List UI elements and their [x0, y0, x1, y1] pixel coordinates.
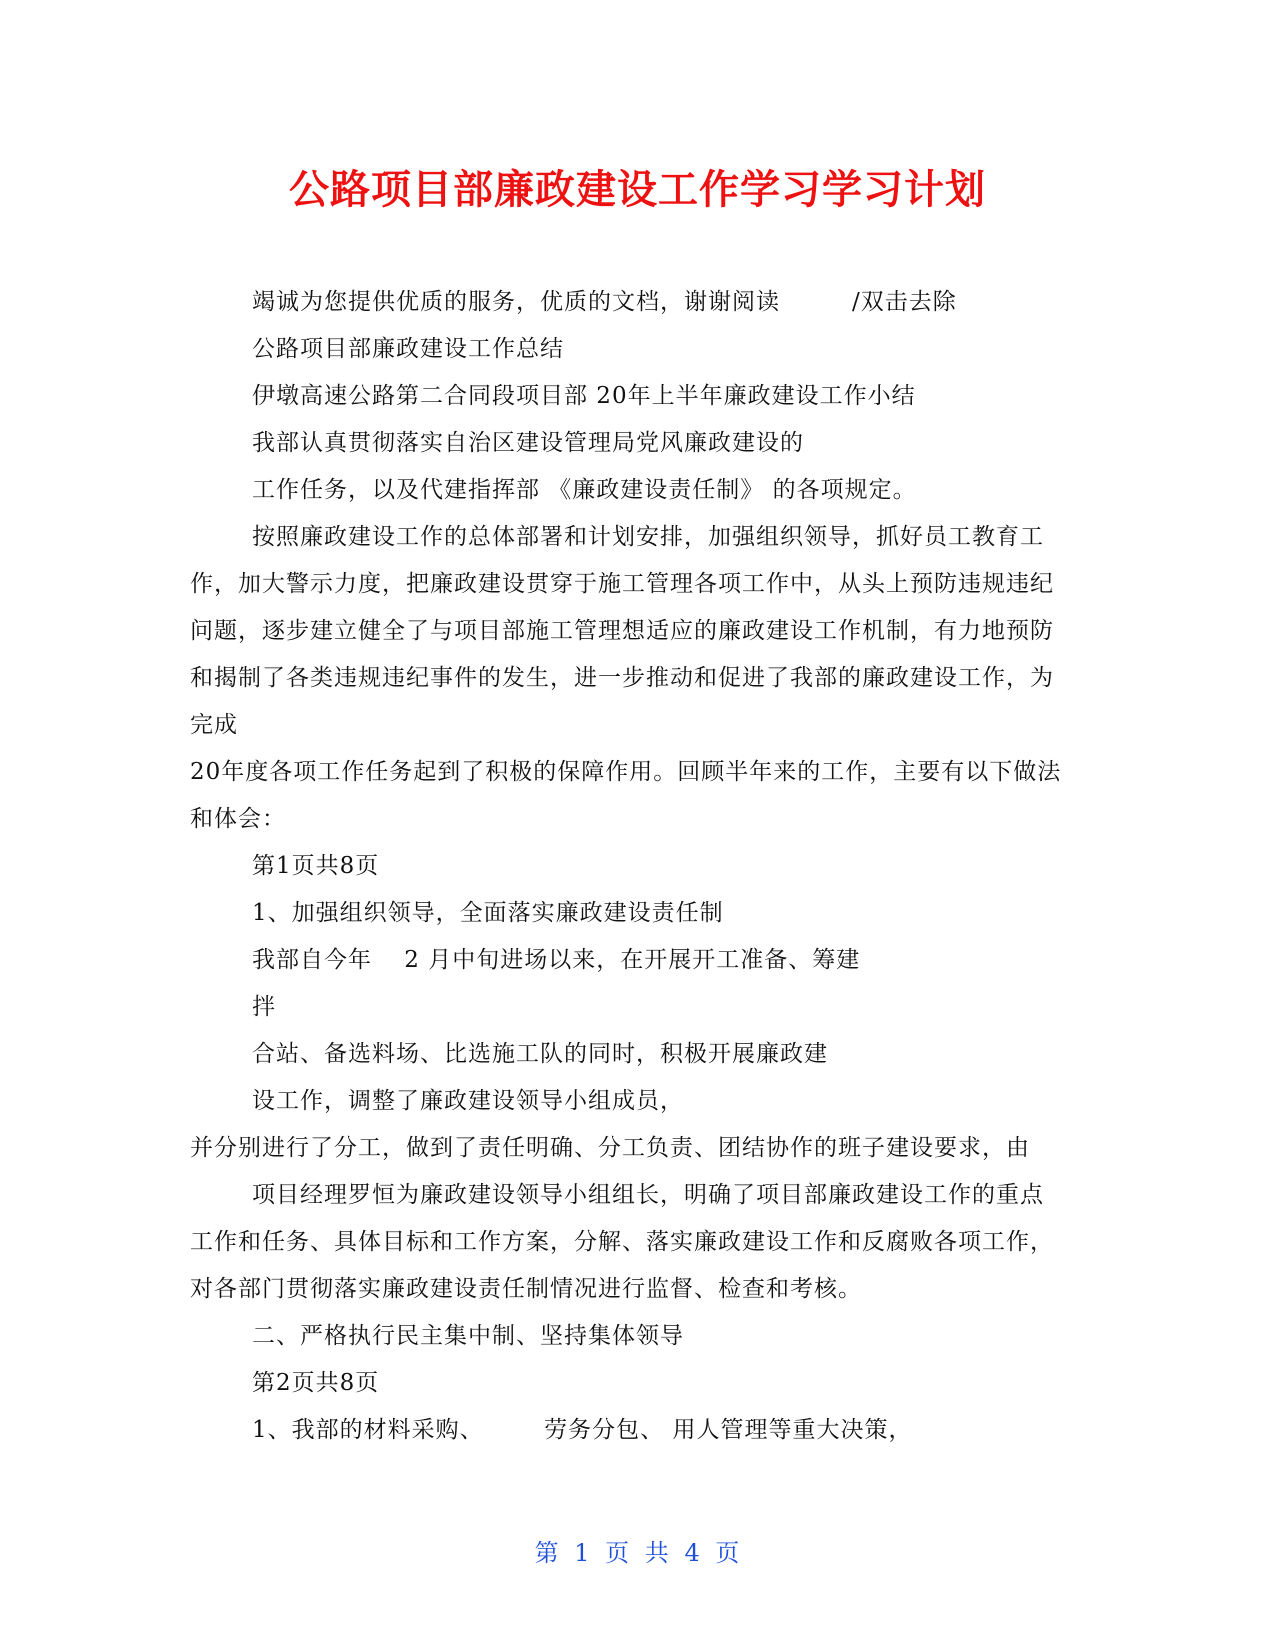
- body-line: 我部自今年 2 月中旬进场以来，在开展开工准备、筹建: [252, 947, 861, 973]
- body-line: 项目经理罗恒为廉政建设领导小组组长，明确了项目部廉政建设工作的重点: [252, 1182, 1044, 1208]
- body-line: 1、我部的材料采购、 劳务分包、 用人管理等重大决策，: [252, 1417, 913, 1443]
- body-line: 作，加大警示力度，把廉政建设贯穿于施工管理各项工作中，从头上预防违规违纪: [190, 571, 1054, 597]
- body-line: 公路项目部廉政建设工作总结: [252, 336, 564, 362]
- body-line: 工作和任务、具体目标和工作方案，分解、落实廉政建设工作和反腐败各项工作，: [190, 1229, 1054, 1255]
- section-heading: 1、加强组织领导，全面落实廉政建设责任制: [252, 900, 724, 926]
- body-line: 拌: [252, 994, 276, 1020]
- page-marker: 第1页共8页: [252, 853, 380, 879]
- page-marker: 第2页共8页: [252, 1370, 380, 1396]
- body-line: 我部认真贯彻落实自治区建设管理局党风廉政建设的: [252, 430, 804, 456]
- body-line: 合站、备选料场、比选施工队的同时，积极开展廉政建: [252, 1041, 828, 1067]
- body-line: 并分别进行了分工，做到了责任明确、分工负责、团结协作的班子建设要求，由: [190, 1135, 1030, 1161]
- body-line: 和揭制了各类违规违纪事件的发生，进一步推动和促进了我部的廉政建设工作，为: [190, 665, 1054, 691]
- body-line: 20年度各项工作任务起到了积极的保障作用。回顾半年来的工作，主要有以下做法: [190, 759, 1062, 785]
- body-line: 问题，逐步建立健全了与项目部施工管理想适应的廉政建设工作机制，有力地预防: [190, 618, 1054, 644]
- section-heading: 二、严格执行民主集中制、坚持集体领导: [252, 1323, 684, 1349]
- body-line: 对各部门贯彻落实廉政建设责任制情况进行监督、检查和考核。: [190, 1276, 862, 1302]
- body-line: 工作任务，以及代建指挥部 《廉政建设责任制》 的各项规定。: [252, 477, 917, 503]
- body-line: 完成: [190, 712, 238, 738]
- body-line: 和体会：: [190, 806, 286, 832]
- body-line: 设工作，调整了廉政建设领导小组成员，: [252, 1088, 684, 1114]
- body-line: 竭诚为您提供优质的服务，优质的文档，谢谢阅读 /双击去除: [252, 289, 957, 315]
- page-indicator: 第 1 页 共 4 页: [534, 1539, 741, 1567]
- body-line: 伊墩高速公路第二合同段项目部 20年上半年廉政建设工作小结: [252, 383, 916, 409]
- document-title: 公路项目部廉政建设工作学习学习计划: [289, 167, 986, 213]
- body-line: 按照廉政建设工作的总体部署和计划安排，加强组织领导，抓好员工教育工: [252, 524, 1044, 550]
